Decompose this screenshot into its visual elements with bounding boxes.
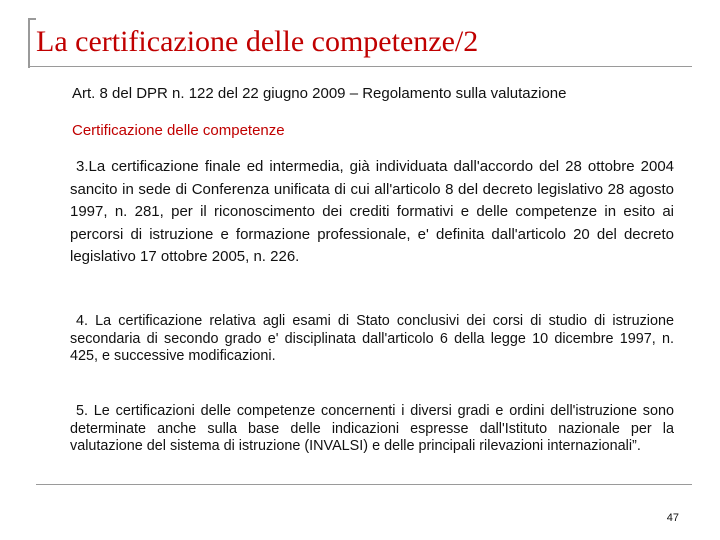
paragraph-4 [70, 313, 674, 366]
slide-subtitle: Art. 8 del DPR n. 122 del 22 giugno 2009 – Regolamento sulla valutazione [72, 85, 567, 102]
title-bracket-decoration [28, 18, 36, 68]
paragraph-3-text: 3.La certificazione finale ed intermedia, già individuata dall'accordo del 28 ottobre 2004 sancito in sede di Conferenza unificata di cui all'articolo 8 del decreto legislativo 28 agosto 1997, n. 281, per il riconoscimento dei crediti formativi e delle competenze in esito ai percorsi di istruzione e formazione professionale, e' definita dall'articolo 20 del decreto legislativo 17 ottobre 2005, n. 226. [70, 158, 674, 265]
paragraph-5-text: 5. Le certificazioni delle competenze concernenti i diversi gradi e ordini dell'istruzione sono determinate anche sulla base delle indicazioni espresse dall'Istituto nazionale per la valutazione del sistema di istruzione (INVALSI) e delle principali rilevazioni internazionali”. [70, 403, 674, 454]
paragraph-5 [70, 403, 674, 456]
title-underline-rule [28, 66, 692, 67]
footer-rule [36, 484, 692, 485]
section-heading: Certificazione delle competenze [72, 122, 285, 139]
page-number: 47 [666, 512, 679, 524]
paragraph-3 [70, 156, 674, 269]
paragraph-4-text: 4. La certificazione relativa agli esami di Stato conclusivi dei corsi di studio di istruzione secondaria di secondo grado e' disciplinata dall'articolo 6 della legge 10 dicembre 1997, n. 425, e successive modificazioni. [70, 313, 674, 364]
slide-title: La certificazione delle competenze/2 [36, 25, 479, 58]
